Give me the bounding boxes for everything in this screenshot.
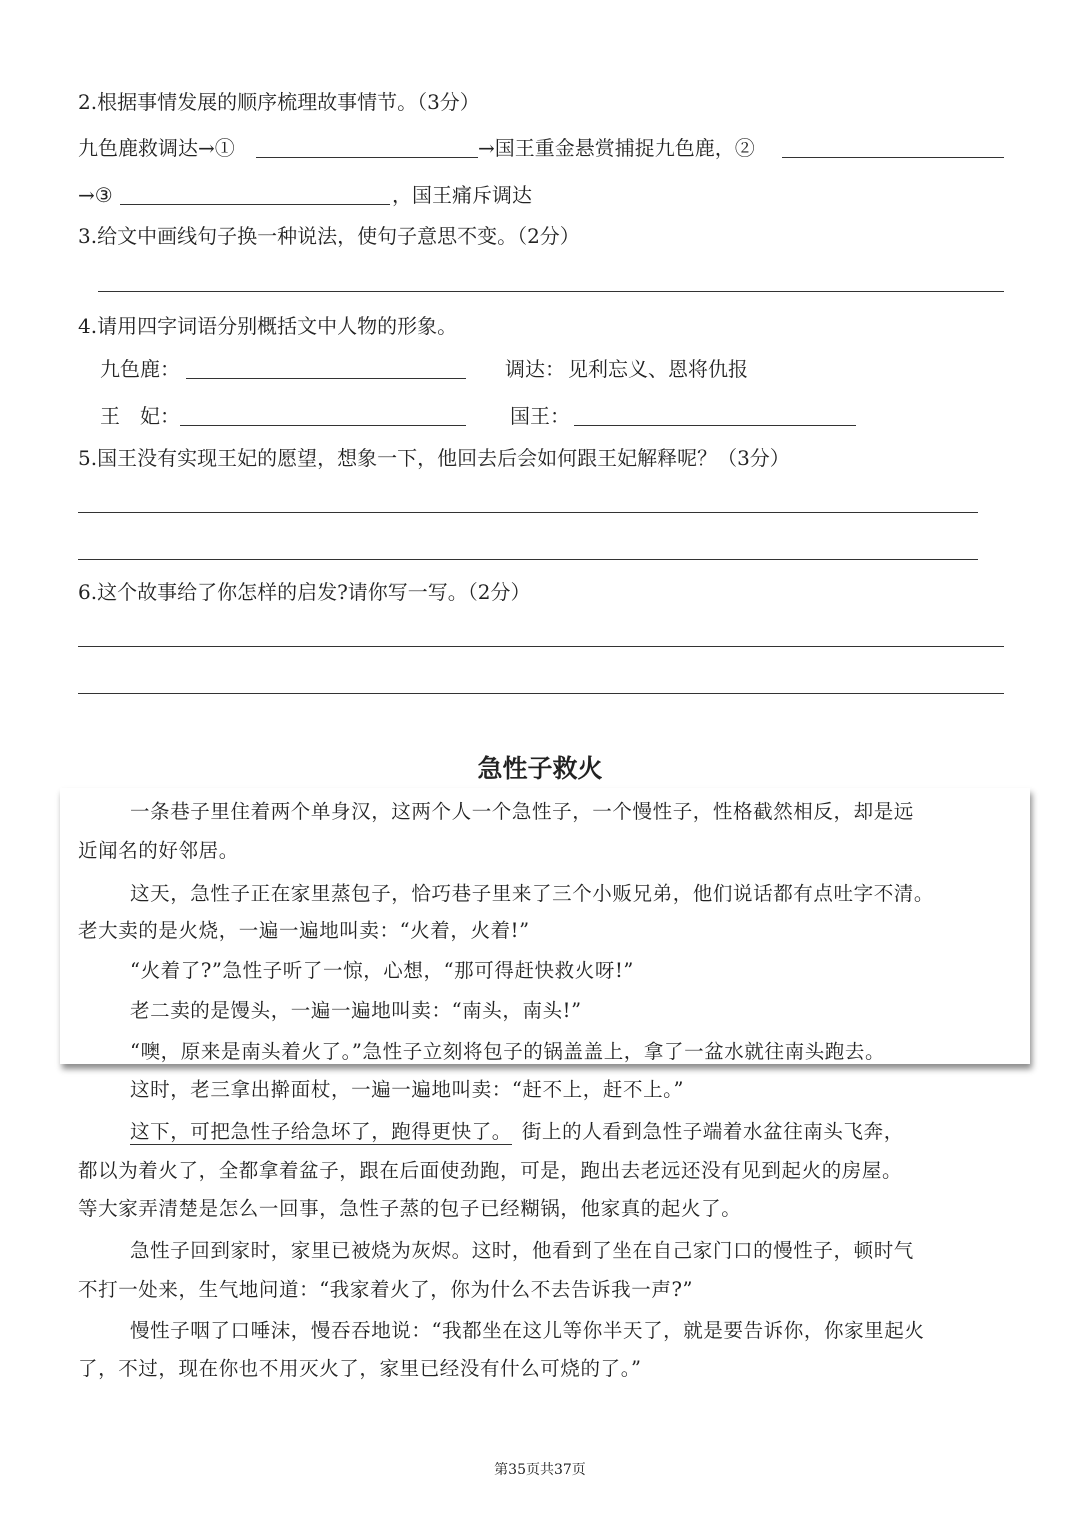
story-line-rest: 街上的人看到急性子端着水盆往南头飞奔，	[521, 1120, 904, 1143]
story-line: 慢性子咽了口唾沫，慢吞吞地说：“我都坐在这儿等你半天了，就是要告诉你，你家里起火	[130, 1319, 925, 1342]
question-2-line2-end: ，国王痛斥调达	[392, 183, 532, 207]
story-line: 了，不过，现在你也不用灭火了，家里已经没有什么可烧的了。”	[78, 1357, 642, 1380]
answer-line-q3[interactable]	[98, 291, 1004, 292]
story-line: 这时，老三拿出擀面杖，一遍一遍地叫卖：“赶不上，赶不上。”	[130, 1078, 685, 1101]
story-line-underlined-sentence	[130, 1119, 904, 1145]
answer-line-q5-2[interactable]	[78, 559, 978, 560]
answer-blank-queen[interactable]	[180, 425, 466, 426]
question-2-line2-start: →③	[78, 183, 113, 207]
underlined-sentence: 这下，可把急性子给急坏了，跑得更快了。	[130, 1120, 512, 1143]
answer-line-q5-1[interactable]	[78, 512, 978, 513]
answer-blank-1[interactable]	[256, 157, 478, 158]
answer-line-q6-2[interactable]	[78, 693, 1004, 694]
tiaoda-answer: 见利忘义、恩将仇报	[568, 357, 748, 381]
deer-label: 九色鹿：	[100, 357, 180, 381]
story-line: 都以为着火了，全都拿着盆子，跟在后面使劲跑，可是，跑出去老远还没有见到起火的房屋。	[78, 1159, 903, 1182]
question-4-prompt: 4.请用四字词语分别概括文中人物的形象。	[78, 314, 458, 338]
king-label: 国王：	[510, 404, 570, 428]
story-line: “火着了?”急性子听了一惊，心想，“那可得赶快救火呀!”	[130, 959, 634, 982]
story-line: 近闻名的好邻居。	[78, 839, 239, 862]
story-line: “噢，原来是南头着火了。”急性子立刻将包子的锅盖盖上，拿了一盆水就往南头跑去。	[130, 1040, 886, 1063]
story-line: 这天，急性子正在家里蒸包子，恰巧巷子里来了三个小贩兄弟，他们说话都有点吐字不清。	[130, 882, 935, 905]
question-2-prompt: 2.根据事情发展的顺序梳理故事情节。（3分）	[78, 90, 480, 114]
tiaoda-label: 调达：	[505, 357, 565, 381]
story-line: 等大家弄清楚是怎么一回事，急性子蒸的包子已经糊锅，他家真的起火了。	[78, 1197, 742, 1220]
question-6-prompt: 6.这个故事给了你怎样的启发?请你写一写。（2分）	[78, 580, 531, 604]
story-line: 老大卖的是火烧，一遍一遍地叫卖：“火着，火着!”	[78, 919, 530, 942]
story-title: 急性子救火	[477, 754, 603, 783]
answer-blank-king[interactable]	[574, 425, 856, 426]
story-line: 不打一处来，生气地问道：“我家着火了，你为什么不去告诉我一声?”	[78, 1278, 694, 1301]
answer-blank-deer[interactable]	[186, 378, 466, 379]
story-line: 老二卖的是馒头，一遍一遍地叫卖：“南头，南头!”	[130, 999, 582, 1022]
story-line: 一条巷子里住着两个单身汉，这两个人一个急性子，一个慢性子，性格截然相反，却是远	[130, 800, 914, 823]
question-2-line1-start: 九色鹿救调达→①	[78, 136, 235, 160]
answer-blank-2[interactable]	[782, 157, 1004, 158]
story-line: 急性子回到家时，家里已被烧为灰烬。这时，他看到了坐在自己家门口的慢性子，顿时气	[130, 1239, 914, 1262]
question-2-line1-mid: →国王重金悬赏捕捉九色鹿，②	[478, 136, 755, 160]
page-number-footer: 第35页共37页	[494, 1462, 586, 1478]
queen-label: 王 妃：	[100, 404, 180, 428]
question-3-prompt: 3.给文中画线句子换一种说法，使句子意思不变。（2分）	[78, 224, 580, 248]
answer-blank-3[interactable]	[120, 204, 390, 205]
answer-line-q6-1[interactable]	[78, 646, 1004, 647]
question-5-prompt: 5.国王没有实现王妃的愿望，想象一下，他回去后会如何跟王妃解释呢？（3分）	[78, 446, 790, 470]
